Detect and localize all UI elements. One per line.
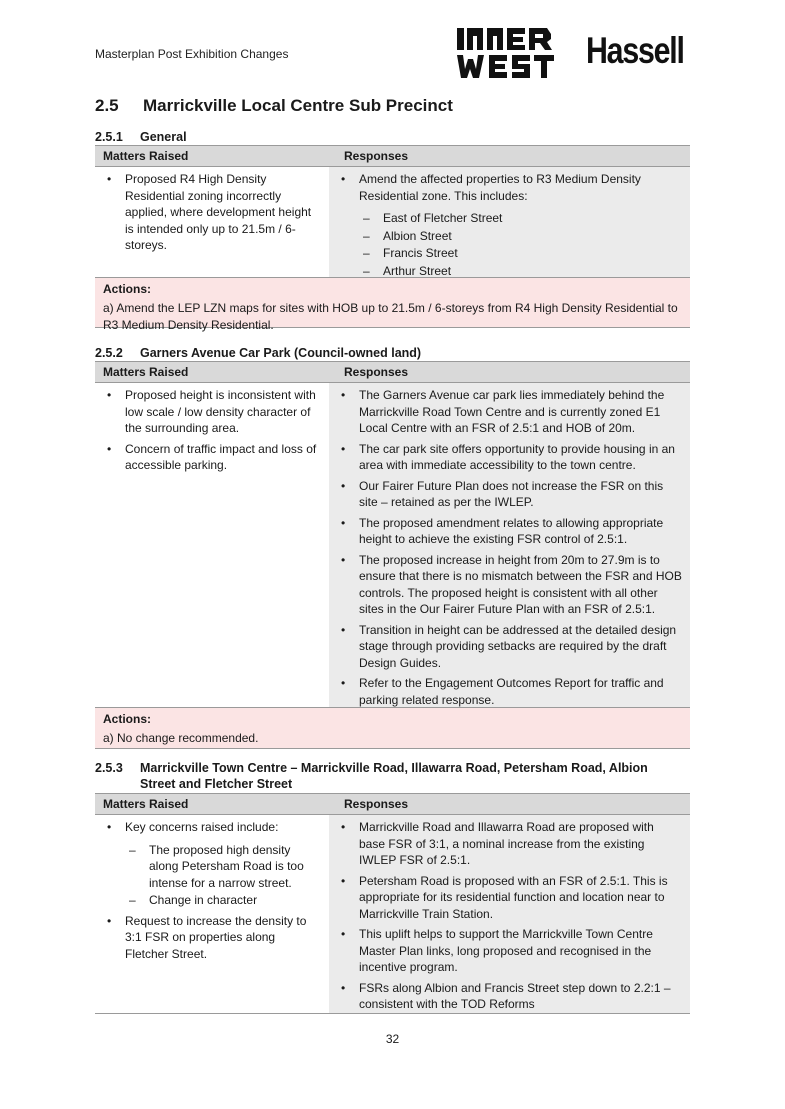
matters-cell	[95, 167, 329, 277]
responses-header: Responses	[344, 365, 409, 379]
response-item: • The car park site offers opportunity to provide housing in an area with immediate accessibility to the town centre.	[337, 441, 682, 474]
table-row	[95, 383, 690, 708]
hassell-logo: Hassell	[586, 30, 684, 71]
response-item: • The proposed increase in height from 20m to 27.9m is to ensure that there is no mismatch between the FSR and HOB controls. The proposed height is consistent with all other sites in the Our Fairer Future Plan with an FSR of 2.5:1.	[337, 552, 682, 618]
matter-item: • Concern of traffic impact and loss of accessible parking.	[103, 441, 321, 474]
matters-header: Matters Raised	[103, 365, 189, 379]
response-item: • The proposed amendment relates to allowing appropriate height to achieve the existing FSR control of 2.5:1.	[337, 515, 682, 548]
matter-item: • Key concerns raised include: – The proposed high density along Petersham Road is too intense for a narrow street. – Change in character	[103, 819, 321, 909]
table-general	[95, 145, 690, 332]
inner-west-logo	[457, 26, 557, 80]
response-subitem: – Albion Street	[359, 228, 682, 245]
response-item: • Amend the affected properties to R3 Medium Density Residential zone. This includes: – East of Fletcher Street – Albion Street – Francis Street – Arthur Street	[337, 171, 682, 279]
table-marrickville-town-centre	[95, 793, 690, 1014]
table-header	[95, 793, 690, 815]
matters-cell	[95, 815, 329, 1013]
section-heading	[95, 96, 453, 116]
action-text: a) Amend the LEP LZN maps for sites with HOB up to 21.5m / 6-storeys from R4 High Density Residential to R3 Medium Density Residential.	[103, 301, 678, 332]
response-item: • The Garners Avenue car park lies immediately behind the Marrickville Road Town Centre and is currently zoned E1 Local Centre with an FSR of 2.5:1 and HOB of 20m.	[337, 387, 682, 437]
matters-header: Matters Raised	[103, 797, 189, 811]
matter-subitem: – The proposed high density along Petersham Road is too intense for a narrow street.	[125, 842, 321, 892]
action-text: a) No change recommended.	[103, 731, 259, 745]
response-item: • This uplift helps to support the Marrickville Town Centre Master Plan links, long proposed and recognised in the incentive program.	[337, 926, 682, 976]
response-item: • Transition in height can be addressed at the detailed design stage through providing setbacks are required by the draft Design Guides.	[337, 622, 682, 672]
subsection-heading-general: 2.5.1 General	[95, 130, 187, 144]
page-number: 32	[385, 1032, 400, 1046]
response-item: • Petersham Road is proposed with an FSR of 2.5:1. This is appropriate for its residential function and location near to Marrickville Train Station.	[337, 873, 682, 923]
table-row	[95, 815, 690, 1014]
responses-header: Responses	[344, 797, 409, 811]
responses-cell	[329, 815, 690, 1013]
subsection-heading-garners-avenue: 2.5.2 Garners Avenue Car Park (Council-owned land)	[95, 346, 422, 360]
actions-label: Actions:	[103, 282, 151, 296]
response-item: • FSRs along Albion and Francis Street step down to 2.2:1 – consistent with the TOD Reforms	[337, 980, 682, 1013]
matters-cell	[95, 383, 329, 707]
matter-item: • Proposed R4 High Density Residential zoning incorrectly applied, where development height is intended only up to 21.5m / 6-storeys.	[103, 171, 321, 254]
response-item: • Our Fairer Future Plan does not increase the FSR on this site – retained as per the IWLEP.	[337, 478, 682, 511]
actions-box	[95, 708, 690, 749]
section-number: 2.5	[95, 96, 119, 115]
actions-box	[95, 278, 690, 332]
table-row	[95, 167, 690, 278]
responses-header: Responses	[344, 149, 409, 163]
section-title: Marrickville Local Centre Sub Precinct	[143, 96, 453, 115]
matters-header: Matters Raised	[103, 149, 189, 163]
document-title: Masterplan Post Exhibition Changes	[95, 47, 289, 61]
response-item: • Refer to the Engagement Outcomes Report for traffic and parking related response.	[337, 675, 682, 708]
table-garners-avenue	[95, 361, 690, 749]
table-header	[95, 361, 690, 383]
responses-cell	[329, 383, 690, 707]
matter-subitem: – Change in character	[125, 892, 321, 909]
response-subitem: – East of Fletcher Street	[359, 210, 682, 227]
response-item: • Marrickville Road and Illawarra Road are proposed with base FSR of 3:1, a nominal increase from the existing IWLEP FSR of 2.5:1.	[337, 819, 682, 869]
response-subitem: – Arthur Street	[359, 263, 682, 280]
response-subitem: – Francis Street	[359, 245, 682, 262]
actions-label: Actions:	[103, 712, 151, 726]
table-header	[95, 145, 690, 167]
subsection-heading-marrickville-town-centre: 2.5.3 Marrickville Town Centre – Marrickville Road, Illawarra Road, Petersham Road, Albion Street and Fletcher Street	[95, 761, 648, 791]
matter-item: • Request to increase the density to 3:1 FSR on properties along Fletcher Street.	[103, 913, 321, 963]
matter-item: • Proposed height is inconsistent with low scale / low density character of the surrounding area.	[103, 387, 321, 437]
responses-cell	[329, 167, 690, 277]
